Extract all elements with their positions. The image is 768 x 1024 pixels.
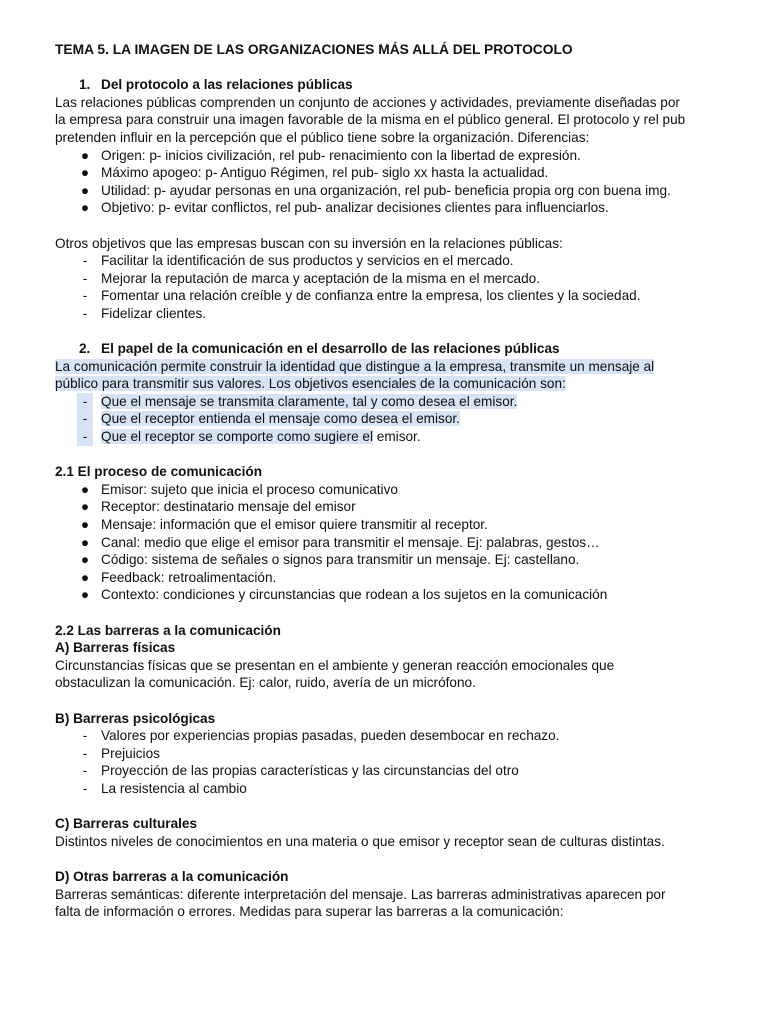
section-1-title: Del protocolo a las relaciones públicas: [101, 77, 353, 93]
list-item-text: Fidelizar clientes.: [101, 305, 207, 321]
list-item: [55, 393, 715, 411]
section-1-paragraph-2: Otros objetivos que las empresas buscan con su inversión en la relaciones públicas:: [55, 235, 563, 251]
list-item: [55, 287, 715, 305]
list-item-text: Código: sistema de señales o signos para transmitir un mensaje. Ej: castellano.: [101, 552, 580, 568]
bullet-marker: ●: [80, 165, 90, 181]
list-item: [55, 252, 715, 270]
list-item-text: Fomentar una relación creíble y de confianza entre la empresa, los clientes y la sociedad.: [101, 288, 641, 304]
bullet-marker: ●: [80, 587, 90, 603]
bullet-marker: ●: [80, 481, 90, 497]
subsection-a-line: Circunstancias físicas que se presentan en el ambiente y generan reacción emocionales que: [55, 657, 615, 673]
list-item: [55, 428, 715, 446]
section-2-number: 2.: [79, 341, 91, 357]
dash-marker: -: [77, 428, 93, 446]
list-item: [55, 551, 715, 569]
subsection-d-line: falta de información o errores. Medidas para superar las barreras a la comunicación:: [55, 904, 564, 920]
subsection-c-heading: C) Barreras culturales: [55, 816, 198, 832]
document-body: [55, 41, 715, 921]
list-item-text: emisor.: [373, 429, 421, 445]
list-item: [55, 586, 715, 604]
list-item-text: Mensaje: información que el emisor quiere transmitir al receptor.: [101, 517, 488, 533]
section-2-heading: [55, 340, 715, 358]
list-item-text: Contexto: condiciones y circunstancias que rodean a los sujetos en la comunicación: [101, 587, 608, 603]
list-item: [55, 147, 715, 165]
list-item: [55, 410, 715, 428]
section-2-1-heading: 2.1 El proceso de comunicación: [55, 464, 262, 480]
list-item-text: Proyección de las propias características y las circunstancias del otro: [101, 763, 519, 779]
list-item: [55, 481, 715, 499]
dash-marker: -: [82, 288, 88, 304]
highlighted-text: público para transmitir sus valores. Los objetivos esenciales de la comunicación son:: [55, 376, 566, 392]
highlighted-text: La comunicación permite construir la identidad que distingue a la empresa, transmite un mensaje al: [55, 358, 655, 374]
bullet-marker: ●: [80, 147, 90, 163]
list-item-text: Feedback: retroalimentación.: [101, 569, 277, 585]
list-item: [55, 745, 715, 763]
list-item-text: Mejorar la reputación de marca y aceptación de la misma en el mercado.: [101, 270, 540, 286]
list-item-text: La resistencia al cambio: [101, 780, 247, 796]
subsection-c-line: Distintos niveles de conocimientos en una materia o que emisor y receptor sean de culturas distintas.: [55, 833, 665, 849]
bullet-marker: ●: [80, 534, 90, 550]
list-item-text: Utilidad: p- ayudar personas en una organización, rel pub- beneficia propia org con buena img.: [101, 182, 671, 198]
list-item: [55, 498, 715, 516]
list-item-text: Máximo apogeo: p- Antiguo Régimen, rel pub- siglo xx hasta la actualidad.: [101, 165, 549, 181]
list-item-text: Facilitar la identificación de sus productos y servicios en el mercado.: [101, 253, 514, 269]
subsection-a-heading: A) Barreras físicas: [55, 640, 176, 656]
dash-marker: -: [82, 270, 88, 286]
highlighted-text: Que el mensaje se transmita claramente, tal y como desea el emisor.: [101, 393, 518, 409]
dash-marker: -: [82, 745, 88, 761]
list-item-text: Valores por experiencias propias pasadas, pueden desembocar en rechazo.: [101, 728, 560, 744]
list-item: [55, 534, 715, 552]
section-2-title: El papel de la comunicación en el desarrollo de las relaciones públicas: [101, 341, 560, 357]
list-item: [55, 516, 715, 534]
highlighted-text: Que el receptor entienda el mensaje como desea el emisor.: [101, 411, 460, 427]
dash-marker: -: [82, 728, 88, 744]
list-item: [55, 199, 715, 217]
list-item: [55, 182, 715, 200]
subsection-b-heading: B) Barreras psicológicas: [55, 710, 216, 726]
bullet-marker: ●: [80, 499, 90, 515]
list-item: [55, 305, 715, 323]
highlighted-paragraph-line: [55, 358, 715, 376]
bullet-marker: ●: [80, 517, 90, 533]
list-item: [55, 780, 715, 798]
bullet-marker: ●: [80, 182, 90, 198]
list-item-text: Canal: medio que elige el emisor para transmitir el mensaje. Ej: palabras, gestos…: [101, 534, 600, 550]
bullet-marker: ●: [80, 552, 90, 568]
list-item-text: Origen: p- inicios civilización, rel pub- renacimiento con la libertad de expresión.: [101, 147, 581, 163]
section-1-paragraph-line: pretenden influir en la percepción que el público tiene sobre la organización. Diferencias:: [55, 129, 590, 145]
dash-marker: -: [82, 305, 88, 321]
list-item: [55, 762, 715, 780]
dash-marker: -: [82, 253, 88, 269]
list-item-text: Prejuicios: [101, 745, 160, 761]
page-title: TEMA 5. LA IMAGEN DE LAS ORGANIZACIONES MÁS ALLÁ DEL PROTOCOLO: [55, 42, 573, 57]
section-1-paragraph-line: Las relaciones públicas comprenden un conjunto de acciones y actividades, previamente diseñadas por: [55, 94, 680, 110]
dash-marker: -: [77, 410, 93, 428]
list-item: [55, 270, 715, 288]
list-item: [55, 727, 715, 745]
section-1-heading: [55, 76, 715, 94]
list-item: [55, 164, 715, 182]
dash-marker: -: [77, 393, 93, 411]
list-item-text: Emisor: sujeto que inicia el proceso comunicativo: [101, 481, 398, 497]
dash-marker: -: [82, 780, 88, 796]
list-item-text: Receptor: destinatario mensaje del emisor: [101, 499, 356, 515]
highlighted-text: Que el receptor se comporte como sugiere el: [101, 429, 374, 445]
bullet-marker: ●: [80, 200, 90, 216]
dash-marker: -: [82, 763, 88, 779]
subsection-d-line: Barreras semánticas: diferente interpretación del mensaje. Las barreras administrativas aparecen por: [55, 886, 666, 902]
list-item-text: Objetivo: p- evitar conflictos, rel pub- analizar decisiones clientes para influenciarlos.: [101, 200, 609, 216]
section-2-2-heading: 2.2 Las barreras a la comunicación: [55, 622, 281, 638]
bullet-marker: ●: [80, 569, 90, 585]
section-1-number: 1.: [79, 77, 91, 93]
list-item: [55, 569, 715, 587]
subsection-a-line: obstaculizan la comunicación. Ej: calor, ruido, avería de un micrófono.: [55, 675, 476, 691]
subsection-d-heading: D) Otras barreras a la comunicación: [55, 868, 289, 884]
section-1-paragraph-line: la empresa para construir una imagen favorable de la misma en el público general. El protocolo y rel pub: [55, 112, 686, 128]
highlighted-paragraph-line: [55, 375, 715, 393]
